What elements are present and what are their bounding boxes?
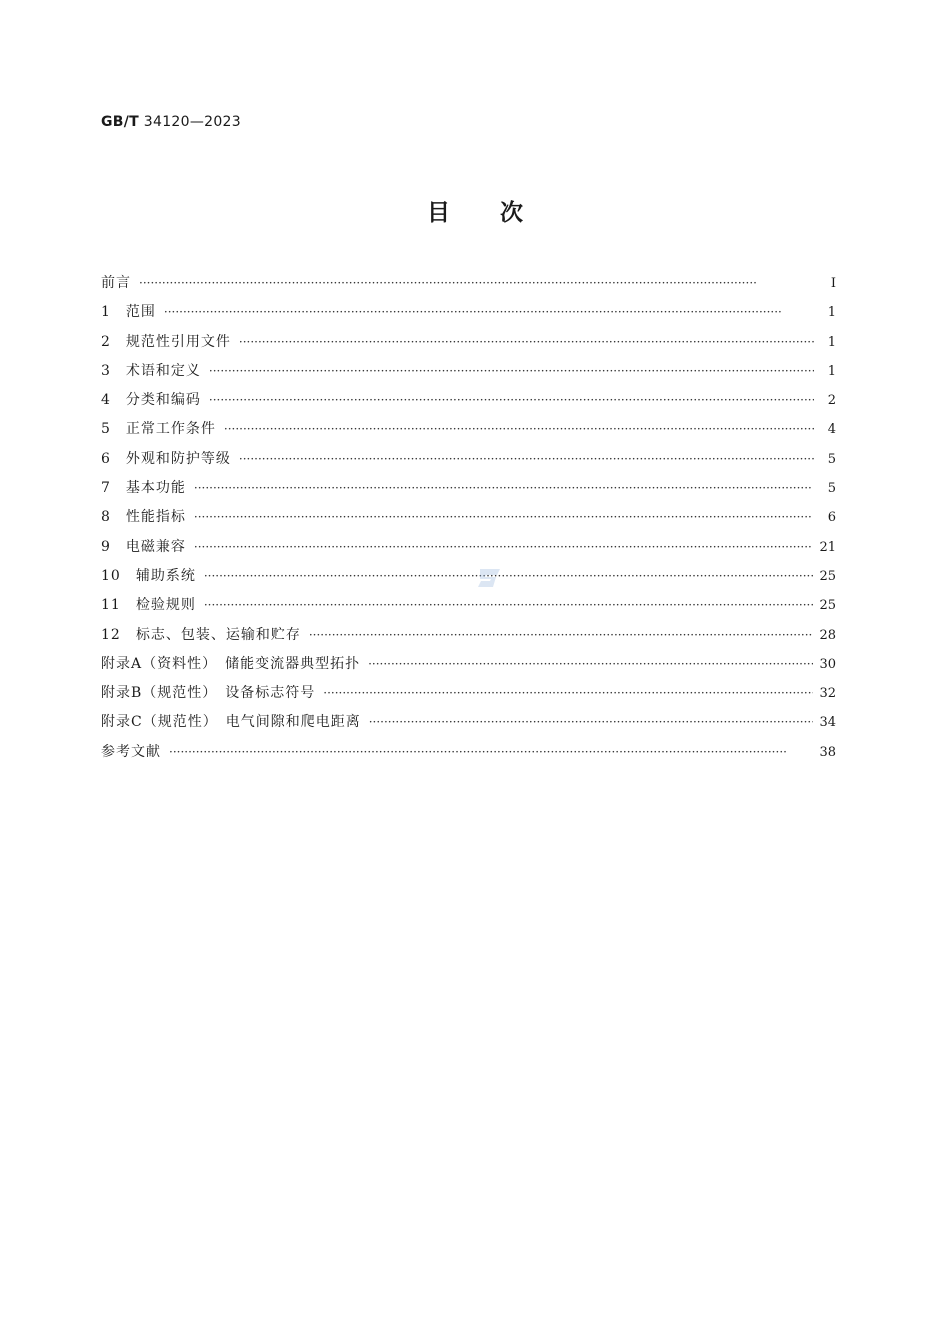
toc-entry-page: 1 bbox=[827, 334, 836, 350]
standard-prefix: GB/T bbox=[101, 114, 140, 130]
toc-entry[interactable] bbox=[101, 591, 836, 620]
toc-entry[interactable] bbox=[101, 445, 836, 474]
toc-entry-page: Ⅰ bbox=[830, 276, 836, 291]
toc-entry[interactable] bbox=[101, 650, 836, 679]
toc-entry-label: 4 分类和编码 bbox=[101, 392, 201, 409]
toc-entry-label: 参考文献 bbox=[101, 743, 161, 760]
toc-leader-dots bbox=[204, 562, 814, 591]
toc-leader-dots bbox=[164, 298, 814, 327]
toc-entry[interactable] bbox=[101, 533, 836, 562]
toc-entry-page: 2 bbox=[827, 393, 836, 409]
toc-entry-label: 10 辅助系统 bbox=[101, 567, 196, 584]
toc-entry-label: 附录C（规范性） 电气间隙和爬电距离 bbox=[101, 714, 361, 731]
toc-entry[interactable] bbox=[101, 621, 836, 650]
toc-entry[interactable] bbox=[101, 386, 836, 415]
toc-entry-label: 9 电磁兼容 bbox=[101, 538, 186, 555]
toc-entry-label: 5 正常工作条件 bbox=[101, 421, 216, 438]
toc-entry-label: 前言 bbox=[101, 275, 131, 291]
toc-entry-page: 38 bbox=[819, 744, 836, 760]
toc-entry-label: 3 术语和定义 bbox=[101, 362, 201, 379]
toc-entry-label: 11 检验规则 bbox=[101, 597, 196, 614]
toc-entry-page: 1 bbox=[827, 305, 836, 321]
toc-entry-page: 25 bbox=[819, 598, 836, 614]
toc-entry[interactable] bbox=[101, 503, 836, 532]
toc-leader-dots bbox=[209, 386, 814, 415]
toc-leader-dots bbox=[323, 679, 813, 708]
toc-entry-page: 32 bbox=[819, 686, 836, 702]
toc-entry[interactable] bbox=[101, 415, 836, 444]
toc-entry-page: 25 bbox=[819, 568, 836, 584]
toc-entry[interactable] bbox=[101, 298, 836, 327]
toc-leader-dots bbox=[194, 474, 814, 503]
toc-leader-dots bbox=[309, 621, 814, 650]
toc-entry-label: 7 基本功能 bbox=[101, 480, 186, 497]
toc-entry[interactable] bbox=[101, 328, 836, 357]
toc-leader-dots bbox=[224, 415, 814, 444]
toc-entry[interactable] bbox=[101, 679, 836, 708]
toc-entry-page: 5 bbox=[827, 481, 836, 497]
watermark-logo-icon bbox=[476, 566, 502, 590]
toc-leader-dots bbox=[194, 503, 814, 532]
toc-leader-dots bbox=[139, 269, 814, 298]
toc-leader-dots bbox=[239, 328, 814, 357]
toc-entry[interactable] bbox=[101, 269, 836, 298]
toc-entry-page: 6 bbox=[827, 510, 836, 526]
toc-entry[interactable] bbox=[101, 357, 836, 386]
toc-leader-dots bbox=[209, 357, 814, 386]
toc-entry-label: 附录A（资料性） 储能变流器典型拓扑 bbox=[101, 655, 361, 672]
toc-entry-page: 34 bbox=[819, 715, 836, 731]
toc-leader-dots bbox=[239, 445, 814, 474]
toc-entry-label: 6 外观和防护等级 bbox=[101, 450, 231, 467]
toc-leader-dots bbox=[194, 533, 814, 562]
toc-entry-label: 8 性能指标 bbox=[101, 509, 186, 526]
toc-entry-page: 30 bbox=[819, 656, 836, 672]
toc-leader-dots bbox=[169, 738, 813, 767]
toc-entry-page: 28 bbox=[819, 627, 836, 643]
toc-entry-label: 附录B（规范性） 设备标志符号 bbox=[101, 685, 316, 702]
toc-entry-page: 4 bbox=[827, 422, 836, 438]
toc-entry[interactable] bbox=[101, 474, 836, 503]
standard-code: 34120—2023 bbox=[143, 114, 241, 130]
toc-entry-page: 1 bbox=[827, 363, 836, 379]
toc-entry-page: 5 bbox=[827, 451, 836, 467]
toc-entry-label: 1 范围 bbox=[101, 304, 156, 321]
toc-leader-dots bbox=[368, 650, 813, 679]
toc-entry[interactable] bbox=[101, 738, 836, 767]
standard-number bbox=[101, 114, 241, 130]
table-of-contents bbox=[101, 269, 836, 767]
toc-entry[interactable] bbox=[101, 708, 836, 737]
toc-leader-dots bbox=[204, 591, 814, 620]
page-title: 目次 bbox=[427, 200, 573, 226]
toc-entry-label: 12 标志、包装、运输和贮存 bbox=[101, 626, 301, 643]
toc-entry[interactable] bbox=[101, 562, 836, 591]
toc-entry-label: 2 规范性引用文件 bbox=[101, 333, 231, 350]
toc-entry-page: 21 bbox=[819, 539, 836, 555]
toc-leader-dots bbox=[369, 708, 814, 737]
